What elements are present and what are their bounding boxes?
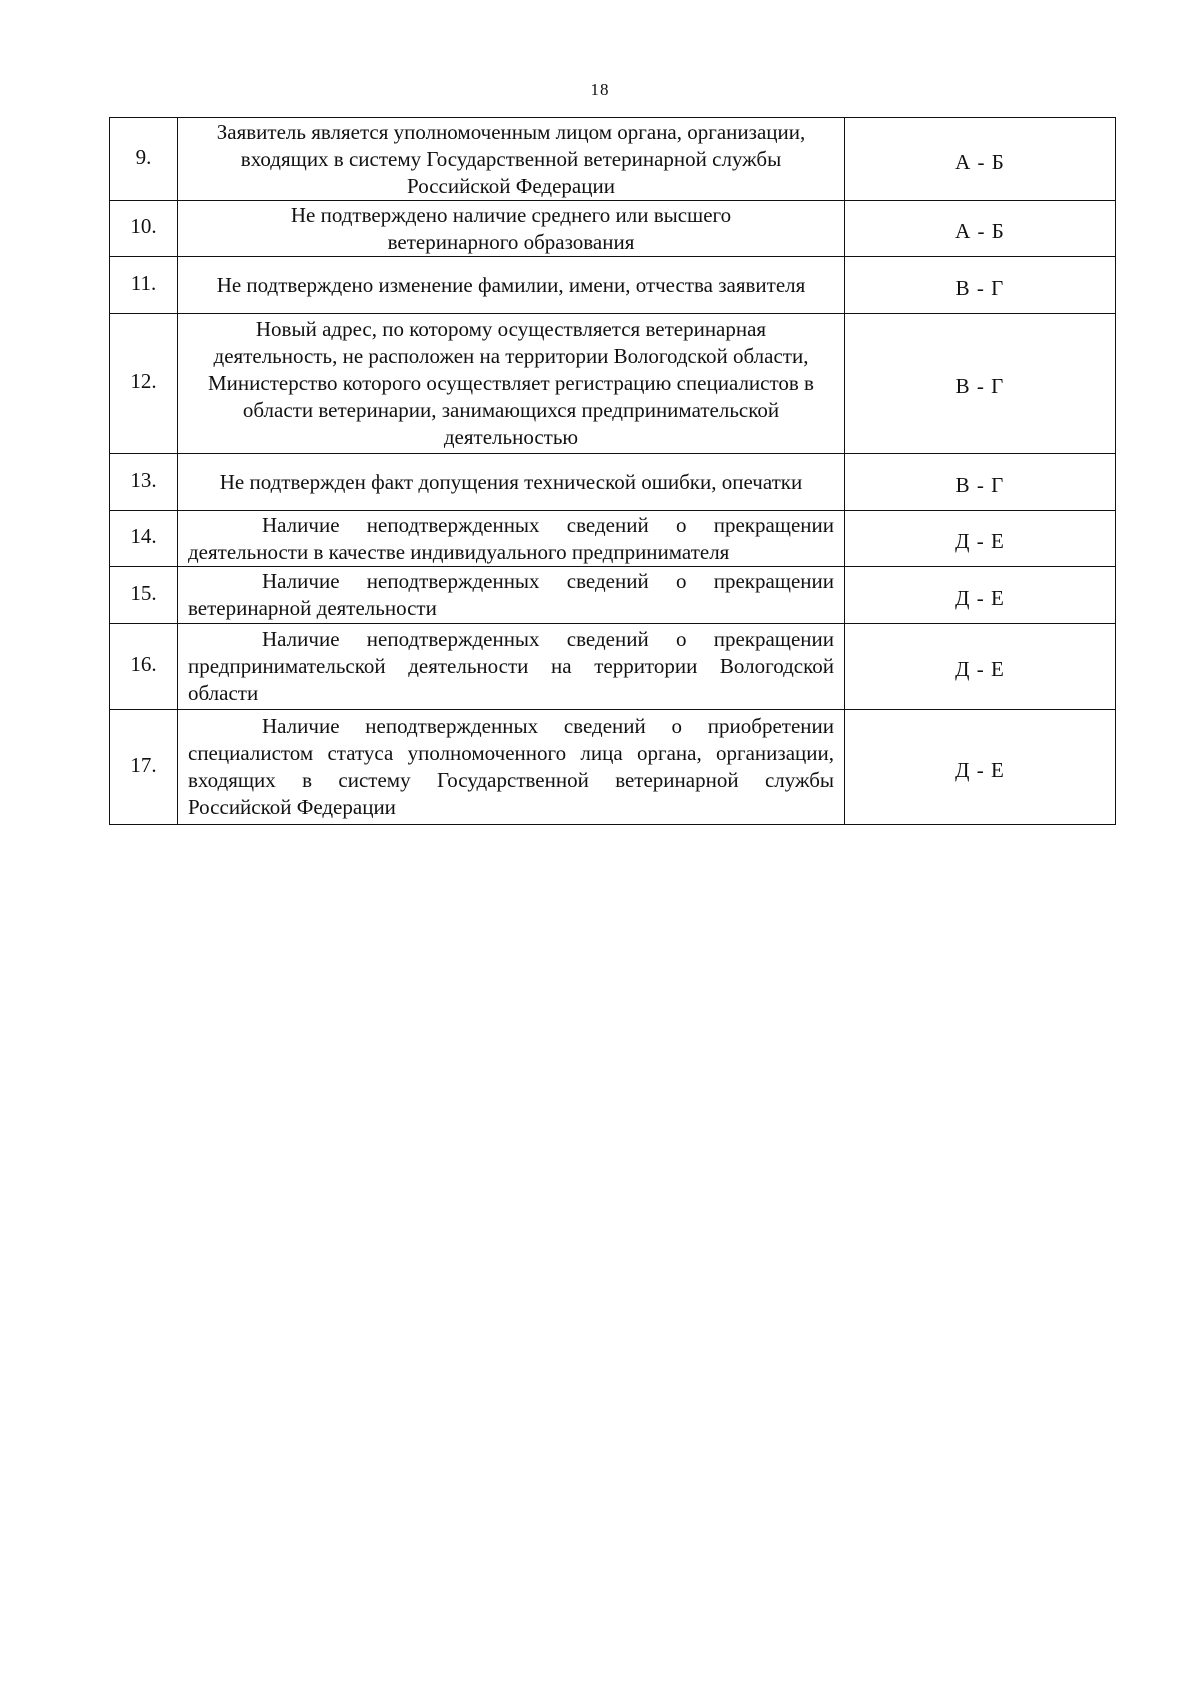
row-code: Д - Е: [845, 511, 1116, 567]
row-number: 16.: [110, 624, 178, 710]
table-row: [110, 710, 1116, 825]
table-row: [110, 454, 1116, 511]
row-code: В - Г: [845, 314, 1116, 454]
table-row: [110, 511, 1116, 567]
table-row: [110, 314, 1116, 454]
row-code: Д - Е: [845, 624, 1116, 710]
table-row: [110, 118, 1116, 201]
table-row: [110, 567, 1116, 624]
row-text: Заявитель является уполномоченным лицом органа, организации, входящих в систему Государственной ветеринарной службы Российской Федерации: [178, 118, 845, 201]
row-text: Наличие неподтвержденных сведений о прекращении ветеринарной деятельности: [178, 567, 845, 624]
row-text: Не подтверждено изменение фамилии, имени, отчества заявителя: [178, 257, 845, 314]
row-text: Не подтверждено наличие среднего или высшего ветеринарного образования: [178, 201, 845, 257]
row-code: В - Г: [845, 454, 1116, 511]
row-text: Наличие неподтвержденных сведений о приобретении специалистом статуса уполномоченного лица органа, организации, входящих в систему Государственной ветеринарной службы Российской Федерации: [178, 710, 845, 825]
row-number: 17.: [110, 710, 178, 825]
table-row: [110, 201, 1116, 257]
row-number: 9.: [110, 118, 178, 201]
page-number: 18: [590, 80, 610, 99]
row-text: Наличие неподтвержденных сведений о прекращении деятельности в качестве индивидуального предпринимателя: [178, 511, 845, 567]
row-text: Не подтвержден факт допущения технической ошибки, опечатки: [178, 454, 845, 511]
row-number: 10.: [110, 201, 178, 257]
row-number: 13.: [110, 454, 178, 511]
row-text: Новый адрес, по которому осуществляется ветеринарная деятельность, не расположен на территории Вологодской области, Министерство которого осуществляет регистрацию специалистов в области ветеринарии, занимающихся предпринимательской деятельностью: [178, 314, 845, 454]
refusal-grounds-table: [109, 117, 1116, 825]
table-row: [110, 257, 1116, 314]
row-code: А - Б: [845, 118, 1116, 201]
row-code: А - Б: [845, 201, 1116, 257]
row-number: 11.: [110, 257, 178, 314]
row-code: В - Г: [845, 257, 1116, 314]
row-number: 15.: [110, 567, 178, 624]
row-number: 12.: [110, 314, 178, 454]
row-number: 14.: [110, 511, 178, 567]
row-text: Наличие неподтвержденных сведений о прекращении предпринимательской деятельности на территории Вологодской области: [178, 624, 845, 710]
row-code: Д - Е: [845, 567, 1116, 624]
table-row: [110, 624, 1116, 710]
row-code: Д - Е: [845, 710, 1116, 825]
